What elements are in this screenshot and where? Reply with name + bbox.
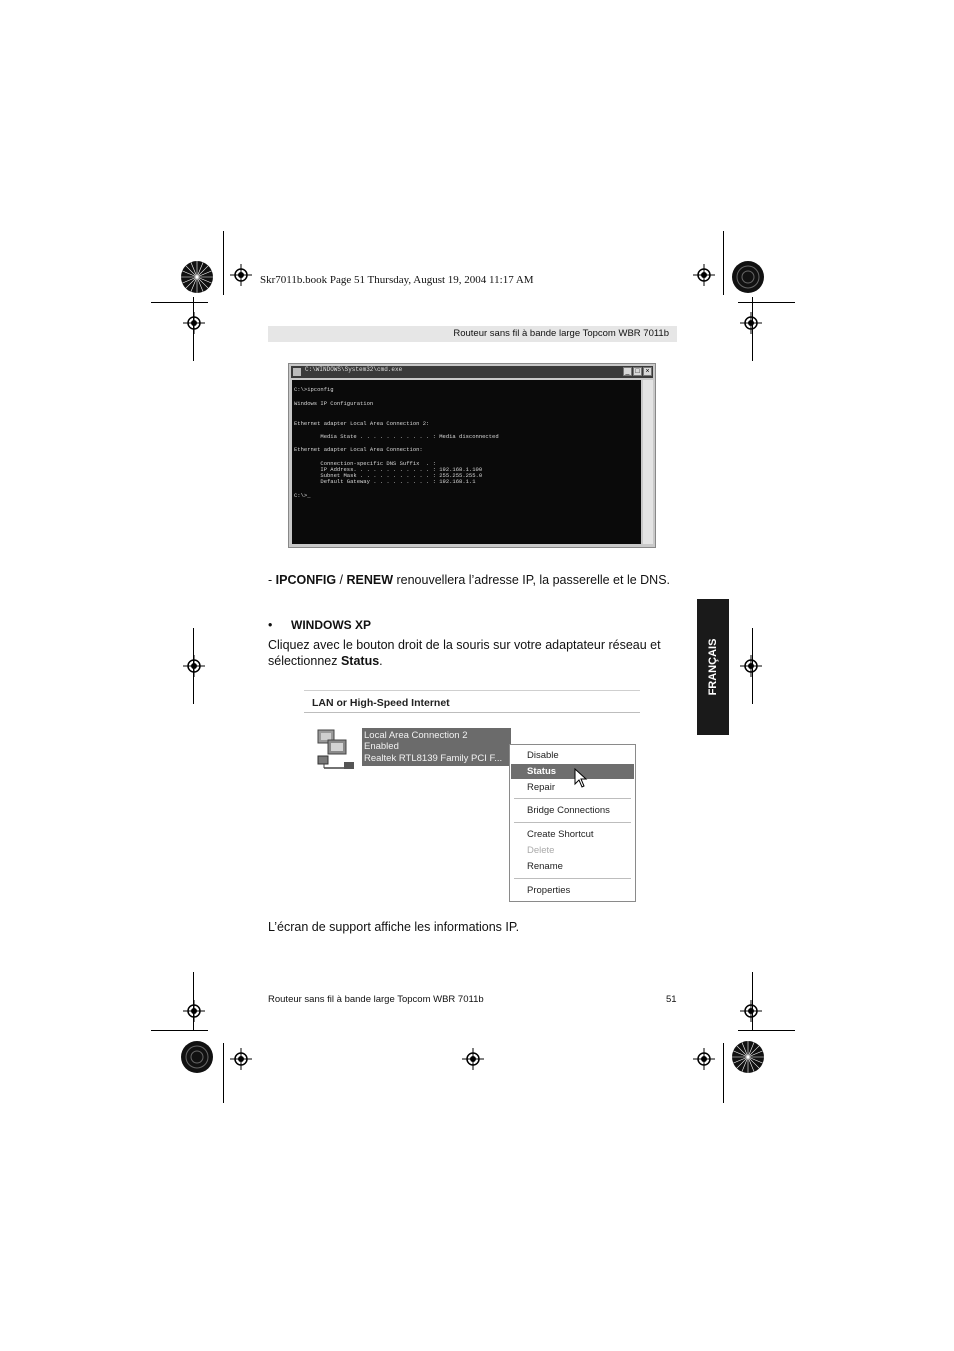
slash: / <box>336 573 347 587</box>
menu-item-properties[interactable] <box>511 883 634 898</box>
menu-item-rename[interactable] <box>511 859 634 874</box>
crosshair-mark-icon <box>462 1048 484 1070</box>
page-number: 51 <box>666 994 677 1005</box>
menu-separator <box>514 822 631 823</box>
connection-name: Local Area Connection 2 <box>364 730 468 741</box>
period: . <box>379 654 383 668</box>
renew-command: RENEW <box>346 573 394 587</box>
crosshair-mark-icon <box>693 1048 715 1070</box>
cmd-title-text: C:\WINDOWS\System32\cmd.exe <box>305 366 403 373</box>
registration-star-icon <box>180 1040 214 1074</box>
instruction-line-1: Cliquez avec le bouton droit de la souris sur votre adaptateur réseau et <box>268 638 661 652</box>
menu-item-delete <box>511 843 634 858</box>
print-slug: Skr7011b.book Page 51 Thursday, August 19, 2004 11:17 AM <box>260 274 534 286</box>
console-line: IP Address. . . . . . . . . . . . : 192.168.1.100 <box>294 466 483 473</box>
language-tab-label: FRANÇAIS <box>707 638 719 696</box>
renew-paragraph <box>268 573 670 587</box>
support-text: L’écran de support affiche les informations IP. <box>268 920 520 934</box>
crosshair-mark-icon <box>230 1048 252 1070</box>
registration-star-icon <box>731 260 765 294</box>
minimize-icon: _ <box>623 367 632 376</box>
running-header <box>268 326 677 342</box>
windows-xp-heading: WINDOWS XP <box>291 618 371 632</box>
menu-item-repair[interactable] <box>511 780 634 795</box>
menu-item-create-shortcut[interactable] <box>511 827 634 842</box>
mouse-pointer-icon <box>574 768 588 790</box>
network-connections-screenshot <box>304 690 640 908</box>
group-heading: LAN or High-Speed Internet <box>312 697 450 709</box>
running-header-text: Routeur sans fil à bande large Topcom WBR 7011b <box>453 328 669 339</box>
status-keyword: Status <box>340 654 380 668</box>
console-line: Windows IP Configuration <box>294 400 374 407</box>
console-line: Ethernet adapter Local Area Connection: <box>294 446 423 453</box>
network-connection-icon <box>314 726 360 772</box>
menu-item-label: Status <box>527 766 557 777</box>
crosshair-mark-icon <box>183 1000 205 1022</box>
crosshair-mark-icon <box>740 655 762 677</box>
maximize-icon: □ <box>633 367 642 376</box>
menu-item-label: Disable <box>527 750 559 761</box>
cmd-title-bar <box>291 366 653 378</box>
registration-star-icon <box>731 1040 765 1074</box>
crosshair-mark-icon <box>740 312 762 334</box>
menu-item-label: Delete <box>527 845 555 856</box>
connection-item-selected[interactable] <box>362 728 511 766</box>
menu-item-bridge-connections[interactable] <box>511 803 634 818</box>
language-tab <box>697 599 729 735</box>
console-line: C:\>_ <box>294 492 311 499</box>
menu-item-label: Repair <box>527 782 555 793</box>
cmd-app-icon <box>293 368 301 376</box>
footer-title: Routeur sans fil à bande large Topcom WBR 7011b <box>268 994 484 1005</box>
crosshair-mark-icon <box>230 264 252 286</box>
console-line: Media State . . . . . . . . . . . : Media disconnected <box>294 433 499 440</box>
registration-star-icon <box>180 260 214 294</box>
connection-status: Enabled <box>364 741 399 752</box>
crosshair-mark-icon <box>183 655 205 677</box>
crosshair-mark-icon <box>693 264 715 286</box>
menu-item-label: Properties <box>527 885 571 896</box>
console-line: Subnet Mask . . . . . . . . . . . : 255.255.255.0 <box>294 472 483 479</box>
divider <box>304 690 640 691</box>
cmd-window-screenshot <box>288 363 656 548</box>
connection-device: Realtek RTL8139 Family PCI F... <box>364 753 503 764</box>
dash: - <box>268 573 276 587</box>
instruction-text: sélectionnez <box>268 654 341 668</box>
crosshair-mark-icon <box>740 1000 762 1022</box>
section-heading <box>268 618 371 632</box>
divider <box>304 712 640 713</box>
cmd-console <box>292 380 641 544</box>
menu-separator <box>514 878 631 879</box>
context-menu <box>509 744 636 902</box>
menu-item-label: Rename <box>527 861 563 872</box>
console-line: C:\>ipconfig <box>294 386 334 393</box>
menu-item-label: Create Shortcut <box>527 829 594 840</box>
console-line: Ethernet adapter Local Area Connection 2: <box>294 420 430 427</box>
cmd-scrollbar <box>643 380 653 544</box>
instruction-line-2 <box>268 654 383 668</box>
console-line: Default Gateway . . . . . . . . . : 192.168.1.1 <box>294 478 476 485</box>
close-icon: × <box>643 367 652 376</box>
ipconfig-command: IPCONFIG <box>275 573 337 587</box>
crosshair-mark-icon <box>183 312 205 334</box>
bullet: • <box>268 618 273 632</box>
menu-item-label: Bridge Connections <box>527 805 610 816</box>
menu-separator <box>514 798 631 799</box>
renew-text: renouvellera l’adresse IP, la passerelle et le DNS. <box>393 573 671 587</box>
menu-item-disable[interactable] <box>511 748 634 763</box>
menu-item-status[interactable] <box>511 764 634 779</box>
console-line: Connection-specific DNS Suffix . : <box>294 460 436 467</box>
